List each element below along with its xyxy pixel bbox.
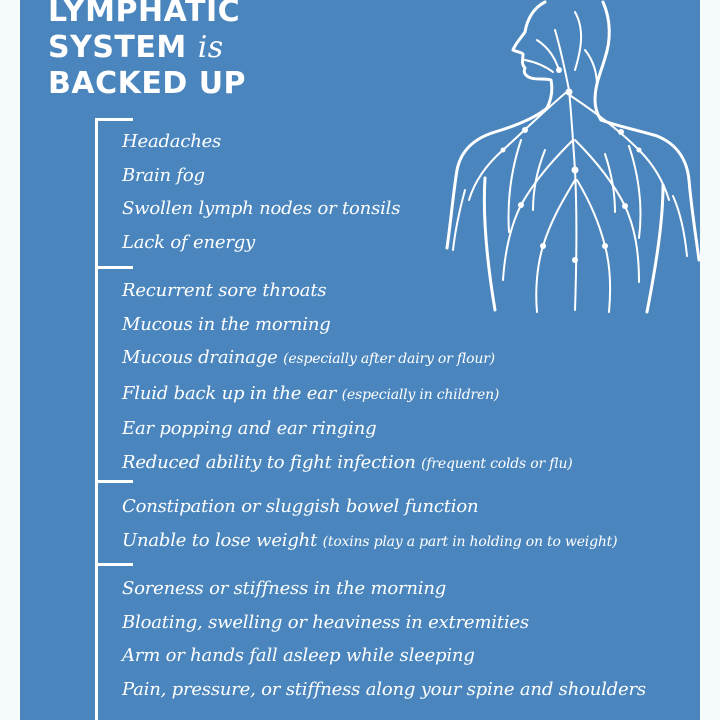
symptom-item: Recurrent sore throats (122, 280, 327, 301)
group-1-tick (95, 118, 133, 121)
symptom-group-digestive (122, 490, 617, 559)
symptom-item: Reduced ability to fight infection (frequent colds or flu) (122, 451, 573, 473)
symptom-item: Bloating, swelling or heaviness in extremities (122, 611, 529, 633)
symptom-group-head (122, 125, 400, 259)
lymphatic-system-illustration (425, 0, 700, 320)
symptom-item: Brain fog (122, 164, 205, 186)
title-line-3: BACKED UP (48, 66, 247, 101)
symptom-item: Mucous in the morning (122, 313, 331, 335)
symptom-item: Ear popping and ear ringing (122, 418, 377, 439)
symptom-item: Fluid back up in the ear (especially in children) (122, 382, 500, 404)
symptom-note: (especially in children) (341, 386, 500, 403)
symptom-item: Constipation or sluggish bowel function (122, 496, 479, 517)
title-line-1: LYMPHATIC (48, 0, 241, 29)
symptom-item: Pain, pressure, or stiffness along your spine and shoulders (122, 678, 646, 700)
poster (20, 0, 700, 720)
list-bracket-line (95, 118, 98, 720)
symptom-group-body (122, 572, 646, 706)
poster-title (48, 0, 246, 102)
symptom-note: (frequent colds or flu) (421, 455, 573, 472)
symptom-item: Headaches (122, 131, 222, 152)
group-4-tick (95, 563, 133, 566)
symptom-item: Unable to lose weight (toxins play a part in holding on to weight) (122, 529, 618, 551)
symptom-group-ent (122, 274, 573, 481)
symptom-note: (toxins play a part in holding on to weight) (322, 533, 618, 550)
symptom-note: (especially after dairy or flour) (283, 351, 495, 367)
title-system-word: SYSTEM (48, 30, 187, 65)
symptom-item: Lack of energy (122, 231, 256, 253)
symptom-item: Swollen lymph nodes or tonsils (122, 198, 401, 219)
title-line-2 (48, 30, 246, 66)
symptom-item: Soreness or stiffness in the morning (122, 578, 447, 599)
title-is-word: is (197, 30, 224, 65)
group-2-tick (95, 266, 133, 269)
symptom-item: Arm or hands fall asleep while sleeping (122, 645, 475, 666)
symptom-item: Mucous drainage (especially after dairy or flour) (122, 347, 495, 368)
